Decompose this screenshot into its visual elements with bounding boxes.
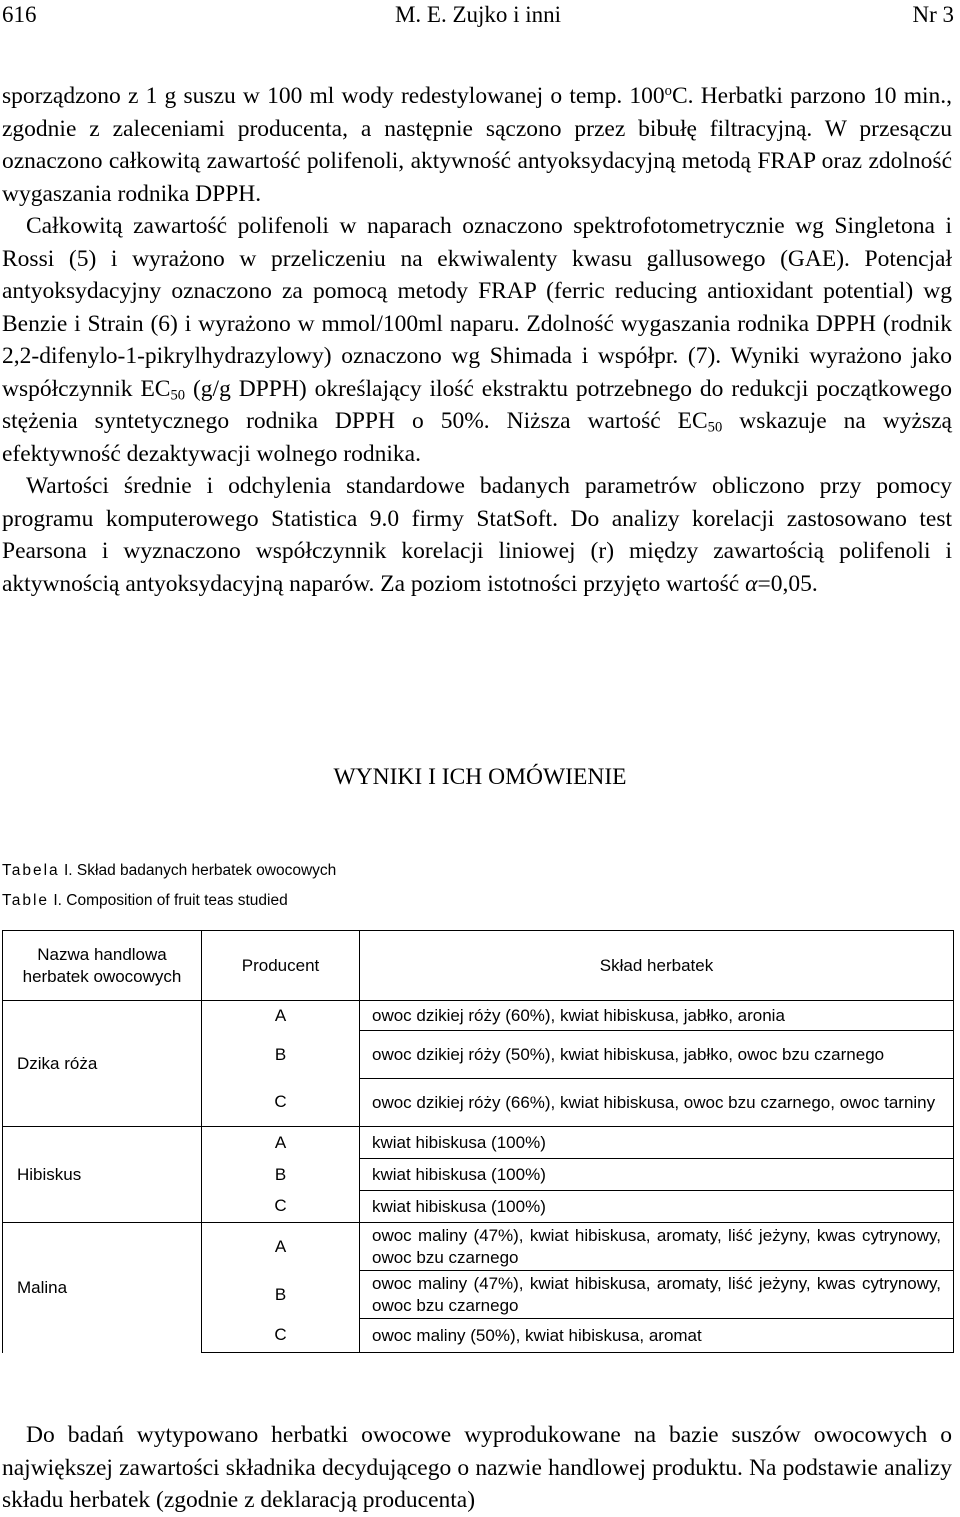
paragraph-1-part-b: C. Herbatki parzono 10 min., zgodnie z zaleceniami producenta, a następnie sączono przez bibułę filtracyjną. W przesączu oznaczono całkowitą zawartość polifenoli, aktywność antyoksydacyjną metodą FRAP oraz zdolność wygaszania rodnika DPPH. [2,83,953,207]
producer-cell: A [202,1001,360,1031]
tea-name: Malina [3,1223,202,1353]
alpha-symbol: α [745,570,758,597]
paragraph-2-part-b: (g/g DPPH) określający ilość ekstraktu potrzebnego do redukcji początkowego stężenia syntetycznego rodnika DPPH o 50%. Niższa wartość EC [2,375,952,434]
paragraph-1 [2,80,952,210]
page-number: 616 [2,2,37,27]
fruit-tea-composition-table [2,930,954,1353]
degree-superscript: o [664,83,672,99]
producer-cell: C [202,1319,360,1353]
table-caption-en [2,892,288,910]
paragraph-3-part-b: =0,05. [757,570,818,597]
tea-name: Dzika róża [3,1001,202,1127]
composition-cell: owoc maliny (47%), kwiat hibiskusa, aromaty, liść jeżyny, kwas cytrynowy, owoc bzu czarnego [360,1223,954,1271]
composition-cell: owoc dzikiej róży (50%), kwiat hibiskusa, jabłko, owoc bzu czarnego [360,1031,954,1079]
caption-label: Tabela [2,862,60,879]
producer-cell: A [202,1127,360,1159]
table-header-row [3,931,954,1001]
composition-cell: kwiat hibiskusa (100%) [360,1191,954,1223]
caption-label: Table [2,892,50,909]
producer-cell: C [202,1079,360,1127]
producer-cell: B [202,1031,360,1079]
composition-cell: owoc dzikiej róży (60%), kwiat hibiskusa, jabłko, aronia [360,1001,954,1031]
ec50-subscript: 50 [170,387,186,404]
composition-cell: owoc maliny (50%), kwiat hibiskusa, aromat [360,1319,954,1353]
producer-cell: B [202,1159,360,1191]
producer-cell: A [202,1223,360,1271]
paragraph-2 [2,210,952,470]
section-heading: WYNIKI I ICH OMÓWIENIE [333,764,627,790]
tea-name: Hibiskus [3,1127,202,1223]
paragraph-4: Do badań wytypowano herbatki owocowe wyprodukowane na bazie suszów owocowych o największej zawartości składnika decydującego o nazwie handlowej produktu. Na podstawie analizy składu herbatek (zgodnie z deklaracją producenta) [2,1422,952,1513]
table-row [3,1127,954,1159]
page-header [2,2,954,32]
composition-cell: kwiat hibiskusa (100%) [360,1159,954,1191]
composition-cell: owoc dzikiej róży (66%), kwiat hibiskusa, owoc bzu czarnego, owoc tarniny [360,1079,954,1127]
column-header: Skład herbatek [360,931,954,1001]
table-row [3,1001,954,1031]
methods-text [2,80,952,600]
column-header: Producent [202,931,360,1001]
producer-cell: C [202,1191,360,1223]
composition-cell: owoc maliny (47%), kwiat hibiskusa, aromaty, liść jeżyny, kwas cytrynowy, owoc bzu czarnego [360,1271,954,1319]
paragraph-3-part-a: Wartości średnie i odchylenia standardowe badanych parametrów obliczono przy pomocy programu komputerowego Statistica 9.0 firmy StatSoft. Do analizy korelacji zastosowano test Pearsona i wyznaczono współczynnik korelacji liniowej (r) między zawartością polifenoli i aktywnością antyoksydacyjną naparów. Za poziom istotności przyjęto wartość [2,473,952,597]
column-header: Nazwa handlowa herbatek owocowych [3,931,202,1001]
table-caption-pl [2,862,336,880]
paragraph-1-part-a: sporządzono z 1 g suszu w 100 ml wody redestylowanej o temp. 100 [2,83,665,109]
composition-cell: kwiat hibiskusa (100%) [360,1127,954,1159]
caption-text: I. Composition of fruit teas studied [49,892,288,909]
running-authors: M. E. Zujko i inni [394,2,562,27]
producer-cell: B [202,1271,360,1319]
issue-number: Nr 3 [912,2,954,27]
ec50-subscript: 50 [707,419,723,436]
caption-text: I. Skład badanych herbatek owocowych [59,862,337,879]
paragraph-2-part-c: wskazuje na wyższą efektywność dezaktywacji wolnego rodnika. [2,408,952,467]
results-text [2,1419,952,1517]
paragraph-2-part-a: Całkowitą zawartość polifenoli w naparach oznaczono spektrofotometrycznie wg Singletona i Rossi (5) i wyrażono w przeliczeniu na ekwiwalenty kwasu gallusowego (GAE). Potencjał antyoksydacyjny oznaczono za pomocą metody FRAP (ferric reducing antioxidant potential) wg Benzie i Strain (6) i wyrażono w mmol/100ml naparu. Zdolność wygaszania rodnika DPPH (rodnik 2,2-difenylo-1-pikrylhydrazylowy) oznaczono wg Shimada i współpr. (7). Wyniki wyrażono jako współczynnik EC [2,213,952,402]
table-row [3,1223,954,1271]
paragraph-3 [2,470,952,600]
